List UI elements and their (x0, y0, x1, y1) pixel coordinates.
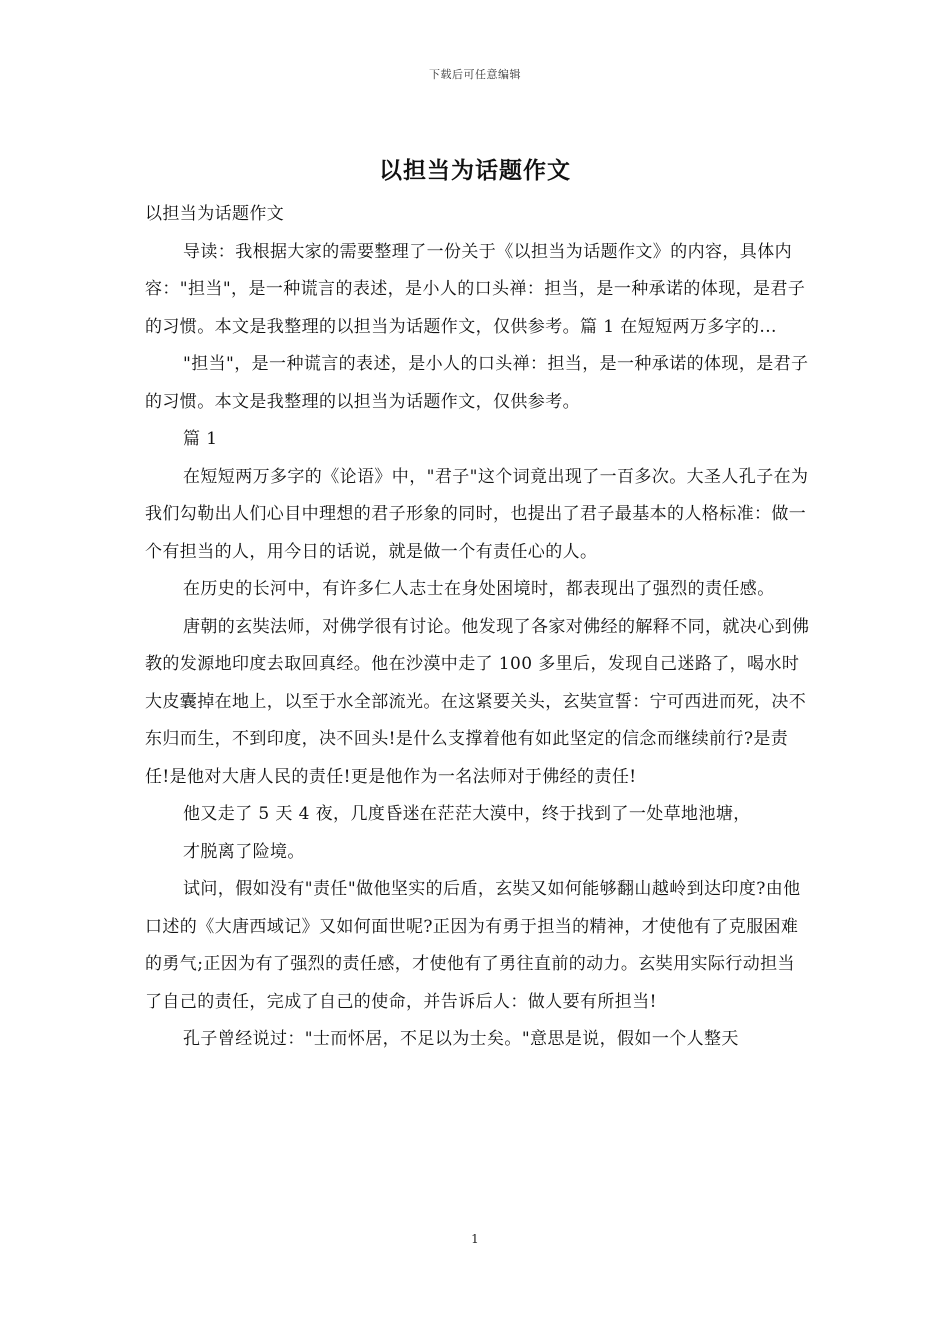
paragraph-analects: 在短短两万多字的《论语》中，"君子"这个词竟出现了一百多次。大圣人孔子在为我们勾勒出人们心目中理想的君子形象的同时，也提出了君子最基本的人格标准：做一个有担当的人，用今日的话说，就是做一个有责任心的人。 (145, 466, 809, 562)
paragraph-question: 试问，假如没有"责任"做他坚实的后盾，玄奘又如何能够翻山越岭到达印度?由他口述的《大唐西域记》又如何面世呢?正因为有勇于担当的精神，才使他有了克服困难的勇气;正因为有了强烈的责任感，才使他有了勇往直前的动力。玄奘用实际行动担当了自己的责任，完成了自己的使命，并告诉后人：做人要有所担当! (145, 879, 801, 1012)
paragraph-journey: 他又走了 5 天 4 夜，几度昏迷在茫茫大漠中，终于找到了一处草地池塘， (183, 804, 751, 824)
document-subtitle: 以担当为话题作文 (145, 204, 285, 224)
header-note: 下载后可任意编辑 (429, 68, 521, 81)
paragraph-history: 在历史的长河中，有许多仁人志士在身处困境时，都表现出了强烈的责任感。 (183, 579, 775, 599)
paragraph-journey-continued: 才脱离了险境。 (183, 841, 305, 862)
section-label: 篇 1 (183, 429, 218, 449)
paragraph-intro: 导读：我根据大家的需要整理了一份关于《以担当为话题作文》的内容，具体内容："担当"，是一种谎言的表述，是小人的口头禅：担当，是一种承诺的体现，是君子的习惯。本文是我整理的以担当为话题作文，仅供参考。篇 1 在短短两万多字的... (145, 241, 806, 337)
paragraph-confucius: 孔子曾经说过："士而怀居，不足以为士矣。"意思是说，假如一个人整天 (183, 1029, 739, 1049)
paragraph-summary: "担当"，是一种谎言的表述，是小人的口头禅：担当，是一种承诺的体现，是君子的习惯。本文是我整理的以担当为话题作文，仅供参考。 (145, 354, 809, 412)
page-number: 1 (471, 1232, 479, 1246)
document-body (145, 196, 812, 1059)
paragraph-xuanzang: 唐朝的玄奘法师，对佛学很有讨论。他发现了各家对佛经的解释不同，就决心到佛教的发源地印度去取回真经。他在沙漠中走了 100 多里后，发现自己迷路了，喝水时大皮囊掉在地上，以至于水全部流光。在这紧要关头，玄奘宣誓：宁可西进而死，决不东归而生，不到印度，决不回头!是什么支撑着他有如此坚定的信念而继续前行?是责任!是他对大唐人民的责任!更是他作为一名法师对于佛经的责任! (145, 616, 810, 787)
document-title: 以担当为话题作文 (379, 157, 571, 184)
